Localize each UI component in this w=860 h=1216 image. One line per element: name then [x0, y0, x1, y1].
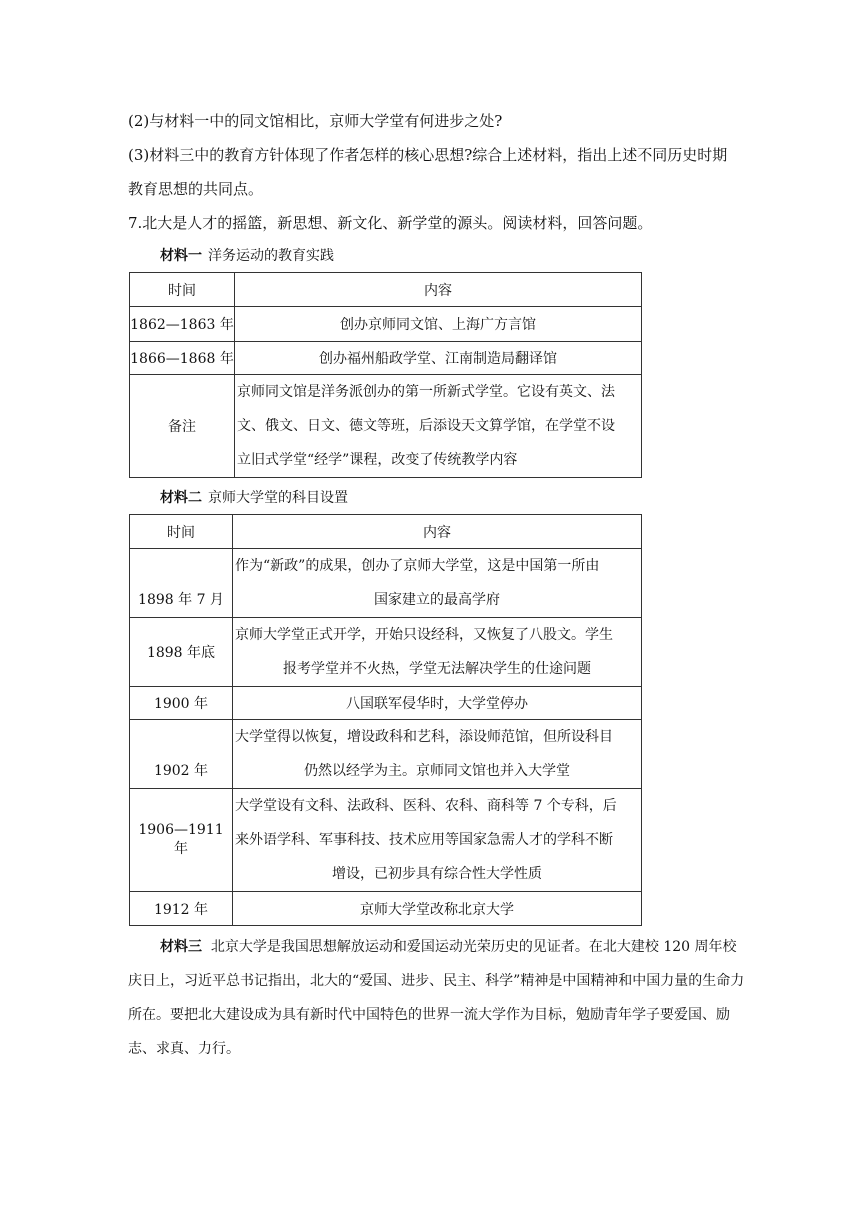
row-content [233, 618, 642, 687]
table-row [130, 307, 642, 342]
row-content-line: 文、俄文、日文、德文等班，后添设天文算学馆，在学堂不设 [237, 418, 615, 434]
row-content: 八国联军侵华时，大学堂停办 [233, 687, 642, 720]
header-content: 内容 [235, 273, 642, 307]
table-row [130, 789, 642, 892]
table-header-row [130, 273, 642, 307]
table-row [130, 549, 642, 618]
material-2-title: 京师大学堂的科目设置 [208, 490, 348, 506]
row-content-line: 报考学堂并不火热，学堂无法解决学生的仕途问题 [283, 661, 591, 677]
question-2: (2)与材料一中的同文馆相比，京师大学堂有何进步之处? [128, 112, 503, 130]
table-row [130, 375, 642, 478]
material-3-text: 北京大学是我国思想解放运动和爱国运动光荣历史的见证者。在北大建校 120 周年校庆日上，习近平总书记指出，北大的“爱国、进步、民主、科学”精神是中国精神和中国力量的生命力所在。要把北大建设成为具有新时代中国特色的世界一流大学作为目标，勉励青年学子要爱国、励志、求真、力行。 [128, 939, 745, 1057]
row-content-line: 来外语学科、军事科技、技术应用等国家急需人才的学科不断 [235, 832, 613, 848]
row-content-line: 京师同文馆是洋务派创办的第一所新式学堂。它设有英文、法 [237, 384, 615, 400]
material-1-heading [160, 246, 334, 266]
material-1-table [129, 272, 642, 478]
material-3-label: 材料三 [160, 939, 202, 955]
header-time: 时间 [130, 515, 233, 549]
row-content-line: 国家建立的最高学府 [374, 592, 500, 608]
row-content [233, 720, 642, 789]
question-3-line-2: 教育思想的共同点。 [128, 180, 264, 198]
table-row [130, 618, 642, 687]
table-row [130, 720, 642, 789]
table-row [130, 687, 642, 720]
question-3-line-1: (3)材料三中的教育方针体现了作者怎样的核心思想?综合上述材料，指出上述不同历史时期 [128, 146, 728, 164]
header-content: 内容 [233, 515, 642, 549]
material-1-label: 材料一 [160, 248, 202, 264]
row-content-line: 仍然以经学为主。京师同文馆也并入大学堂 [304, 763, 570, 779]
material-3-paragraph [128, 930, 748, 1066]
material-2-label: 材料二 [160, 490, 202, 506]
row-content: 创办福州船政学堂、江南制造局翻译馆 [235, 342, 642, 375]
header-time: 时间 [130, 273, 235, 307]
row-content [235, 375, 642, 478]
row-time: 1866—1868 年 [130, 342, 235, 375]
question-7: 7.北大是人才的摇篮，新思想、新文化、新学堂的源头。阅读材料，回答问题。 [128, 214, 653, 232]
row-time: 备注 [130, 375, 235, 478]
table-row [130, 892, 642, 926]
row-content [233, 789, 642, 892]
row-time: 1902 年 [130, 720, 233, 789]
row-content-line: 京师大学堂正式开学，开始只设经科，又恢复了八股文。学生 [235, 627, 613, 643]
row-time: 1900 年 [130, 687, 233, 720]
table-row [130, 342, 642, 375]
row-content-line: 大学堂设有文科、法政科、医科、农科、商科等 7 个专科，后 [235, 798, 617, 814]
row-content-line: 立旧式学堂“经学”课程，改变了传统教学内容 [237, 452, 518, 468]
row-time: 1898 年 7 月 [130, 549, 233, 618]
row-time: 1898 年底 [130, 618, 233, 687]
material-1-title: 洋务运动的教育实践 [208, 248, 334, 264]
question-3 [128, 138, 748, 206]
row-time: 1906—1911 年 [130, 789, 233, 892]
row-time: 1912 年 [130, 892, 233, 926]
row-content [233, 549, 642, 618]
row-time: 1862—1863 年 [130, 307, 235, 342]
row-content: 京师大学堂改称北京大学 [233, 892, 642, 926]
table-header-row [130, 515, 642, 549]
row-content-line: 大学堂得以恢复，增设政科和艺科，添设师范馆，但所设科目 [235, 729, 613, 745]
material-2-table [129, 514, 642, 926]
row-content-line: 作为“新政”的成果，创办了京师大学堂，这是中国第一所由 [235, 558, 600, 574]
row-content: 创办京师同文馆、上海广方言馆 [235, 307, 642, 342]
material-2-heading [160, 488, 348, 508]
row-content-line: 增设，已初步具有综合性大学性质 [332, 866, 542, 882]
